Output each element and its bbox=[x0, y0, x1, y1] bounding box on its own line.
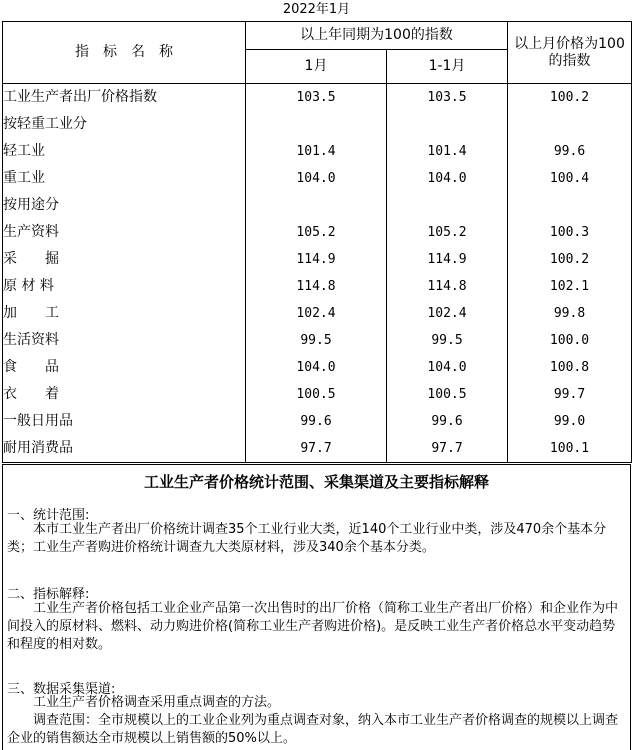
row-label: 重工业 bbox=[3, 165, 246, 192]
scope-body: 本市工业生产者出厂价格统计调查35个工业行业大类，近140个工业行业中类，涉及470余个基本分类；工业生产者购进价格统计调查九大类原材料，涉及340余个基本分类。 bbox=[7, 522, 607, 555]
month-value: 102.4 bbox=[246, 300, 387, 327]
header-month: 1月 bbox=[246, 50, 387, 84]
month-value: 114.8 bbox=[246, 273, 387, 300]
month-value bbox=[246, 192, 387, 219]
scope-heading: 一、统计范围: bbox=[7, 508, 90, 523]
mom-value: 100.2 bbox=[508, 84, 632, 112]
table-row bbox=[3, 435, 632, 463]
collection-heading: 三、数据采集渠道: bbox=[7, 682, 116, 697]
price-index-table bbox=[2, 21, 632, 463]
cumulative-value bbox=[387, 111, 508, 138]
row-label: 生活资料 bbox=[3, 327, 246, 354]
row-label: 加 工 bbox=[3, 300, 246, 327]
cumulative-value: 114.9 bbox=[387, 246, 508, 273]
table-row bbox=[3, 300, 632, 327]
table-row bbox=[3, 381, 632, 408]
row-label: 衣 着 bbox=[3, 381, 246, 408]
mom-value bbox=[508, 192, 632, 219]
mom-value: 100.0 bbox=[508, 327, 632, 354]
header-indicator-name: 指 标 名 称 bbox=[3, 22, 246, 84]
month-value: 100.5 bbox=[246, 381, 387, 408]
cumulative-value bbox=[387, 192, 508, 219]
row-label: 轻工业 bbox=[3, 138, 246, 165]
row-label: 按轻重工业分 bbox=[3, 111, 246, 138]
row-label: 耐用消费品 bbox=[3, 435, 246, 463]
header-yoy-group: 以上年同期为100的指数 bbox=[246, 22, 508, 50]
table-row bbox=[3, 408, 632, 435]
mom-value bbox=[508, 111, 632, 138]
report-date: 2022年1月 bbox=[282, 2, 351, 17]
table-row bbox=[3, 111, 632, 138]
cumulative-value: 104.0 bbox=[387, 165, 508, 192]
month-value: 97.7 bbox=[246, 435, 387, 463]
mom-value: 99.6 bbox=[508, 138, 632, 165]
mom-value: 99.0 bbox=[508, 408, 632, 435]
collection-method: 工业生产者价格调查采用重点调查的方法。 bbox=[33, 695, 281, 710]
mom-value: 100.1 bbox=[508, 435, 632, 463]
cumulative-value: 100.5 bbox=[387, 381, 508, 408]
mom-value: 100.3 bbox=[508, 219, 632, 246]
cumulative-value: 103.5 bbox=[387, 84, 508, 112]
mom-value: 99.8 bbox=[508, 300, 632, 327]
table-row bbox=[3, 246, 632, 273]
table-row bbox=[3, 192, 632, 219]
cumulative-value: 104.0 bbox=[387, 354, 508, 381]
cumulative-value: 114.8 bbox=[387, 273, 508, 300]
notes-section bbox=[2, 464, 631, 750]
cumulative-value: 105.2 bbox=[387, 219, 508, 246]
row-label: 按用途分 bbox=[3, 192, 246, 219]
notes-title: 工业生产者价格统计范围、采集渠道及主要指标解释 bbox=[143, 473, 489, 491]
month-value: 104.0 bbox=[246, 165, 387, 192]
table-row bbox=[3, 354, 632, 381]
cumulative-value: 97.7 bbox=[387, 435, 508, 463]
month-value: 105.2 bbox=[246, 219, 387, 246]
month-value bbox=[246, 111, 387, 138]
month-value: 101.4 bbox=[246, 138, 387, 165]
cumulative-value: 102.4 bbox=[387, 300, 508, 327]
row-label: 生产资料 bbox=[3, 219, 246, 246]
month-value: 99.5 bbox=[246, 327, 387, 354]
cumulative-value: 101.4 bbox=[387, 138, 508, 165]
month-value: 104.0 bbox=[246, 354, 387, 381]
definition-heading: 二、指标解释: bbox=[7, 587, 90, 602]
row-label: 食 品 bbox=[3, 354, 246, 381]
table-row bbox=[3, 219, 632, 246]
row-label: 原 材 料 bbox=[3, 273, 246, 300]
table-row bbox=[3, 138, 632, 165]
mom-value: 102.1 bbox=[508, 273, 632, 300]
cumulative-value: 99.6 bbox=[387, 408, 508, 435]
row-label: 采 掘 bbox=[3, 246, 246, 273]
mom-value: 100.8 bbox=[508, 354, 632, 381]
definition-body: 工业生产者价格包括工业企业产品第一次出售时的出厂价格（简称工业生产者出厂价格）和企业作为中间投入的原材料、燃料、动力购进价格(简称工业生产者购进价格)。是反映工业生产者价格总水平变动趋势和程度的相对数。 bbox=[7, 601, 619, 652]
row-label: 工业生产者出厂价格指数 bbox=[3, 84, 246, 112]
month-value: 103.5 bbox=[246, 84, 387, 112]
table-row bbox=[3, 273, 632, 300]
month-value: 99.6 bbox=[246, 408, 387, 435]
row-label: 一般日用品 bbox=[3, 408, 246, 435]
table-row bbox=[3, 165, 632, 192]
table-row bbox=[3, 327, 632, 354]
mom-value: 100.4 bbox=[508, 165, 632, 192]
collection-scope: 调查范围：全市规模以上的工业企业列为重点调查对象，纳入本市工业生产者价格调查的规模以上调查企业的销售额达全市规模以上销售额的50%以上。 bbox=[7, 713, 619, 746]
mom-value: 100.2 bbox=[508, 246, 632, 273]
cumulative-value: 99.5 bbox=[387, 327, 508, 354]
month-value: 114.9 bbox=[246, 246, 387, 273]
mom-value: 99.7 bbox=[508, 381, 632, 408]
header-cumulative: 1-1月 bbox=[387, 50, 508, 84]
table-row bbox=[3, 84, 632, 112]
header-mom: 以上月价格为100的指数 bbox=[508, 22, 632, 84]
